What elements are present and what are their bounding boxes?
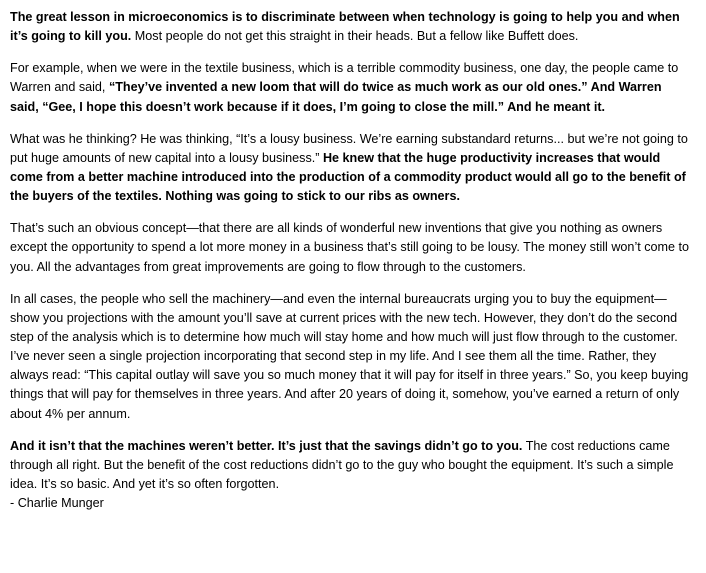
paragraph xyxy=(10,290,690,424)
body-text: Most people do not get this straight in their heads. But a fellow like Buffett does. xyxy=(131,29,579,44)
emphasis-text: The great lesson in microeconomics is to discriminate between when technology is going to help you and when it’s going to kill you. xyxy=(10,10,680,44)
emphasis-text: He knew that the huge productivity increases that would come from a better machine introduced into the production of a commodity product would all go to the benefit of the buyers of the textiles. Nothing was going to stick to our ribs as owners. xyxy=(10,150,686,204)
paragraph xyxy=(10,8,690,46)
paragraph xyxy=(10,59,690,116)
body-text: That’s such an obvious concept—that there are all kinds of wonderful new inventions that give you nothing as owners except the opportunity to spend a lot more money in a business that’s still going to be lousy. The money still won’t come to you. All the advantages from great improvements are going to flow through to the customers. xyxy=(10,221,690,274)
body-text: In all cases, the people who sell the machinery—and even the internal bureaucrats urging you to buy the equipment—show you projections with the amount you’ll save at current prices with the new tech. However, they don’t do the second step of the analysis which is to determine how much will stay home and how much will just flow through to the customer. I’ve never seen a single projection incorporating that second step in my life. And I see them all the time. Rather, they always read: “This capital outlay will save you so much money that it will pay for itself in three years.” So, you keep buying things that will pay for themselves in three years. And after 20 years of doing it, somehow, you’ve earned a return of only about 4% per annum. xyxy=(10,291,689,421)
body-text: The cost reductions came through all right. But the benefit of the cost reductions didn’t go to the guy who bought the equipment. It’s such a simple idea. It’s so basic. And yet it’s so often forgotten. xyxy=(10,438,674,491)
document-body xyxy=(10,8,690,494)
body-text: For example, when we were in the textile business, which is a terrible commodity business, one day, the people came to Warren and said, xyxy=(10,61,679,95)
body-text: What was he thinking? He was thinking, “It’s a lousy business. We’re earning substandard returns... but we’re not going to put huge amounts of new capital into a lousy business.” xyxy=(10,131,688,165)
attribution-line: - Charlie Munger xyxy=(10,496,104,511)
paragraph xyxy=(10,437,690,494)
paragraph xyxy=(10,130,690,207)
emphasis-text: And it isn’t that the machines weren’t better. It’s just that the savings didn’t go to you. xyxy=(10,438,523,453)
paragraph xyxy=(10,219,690,276)
emphasis-text: “They’ve invented a new loom that will do twice as much work as our old ones.” And Warren said, “Gee, I hope this doesn’t work because if it does, I’m going to close the mill.” And he meant it. xyxy=(10,80,662,114)
